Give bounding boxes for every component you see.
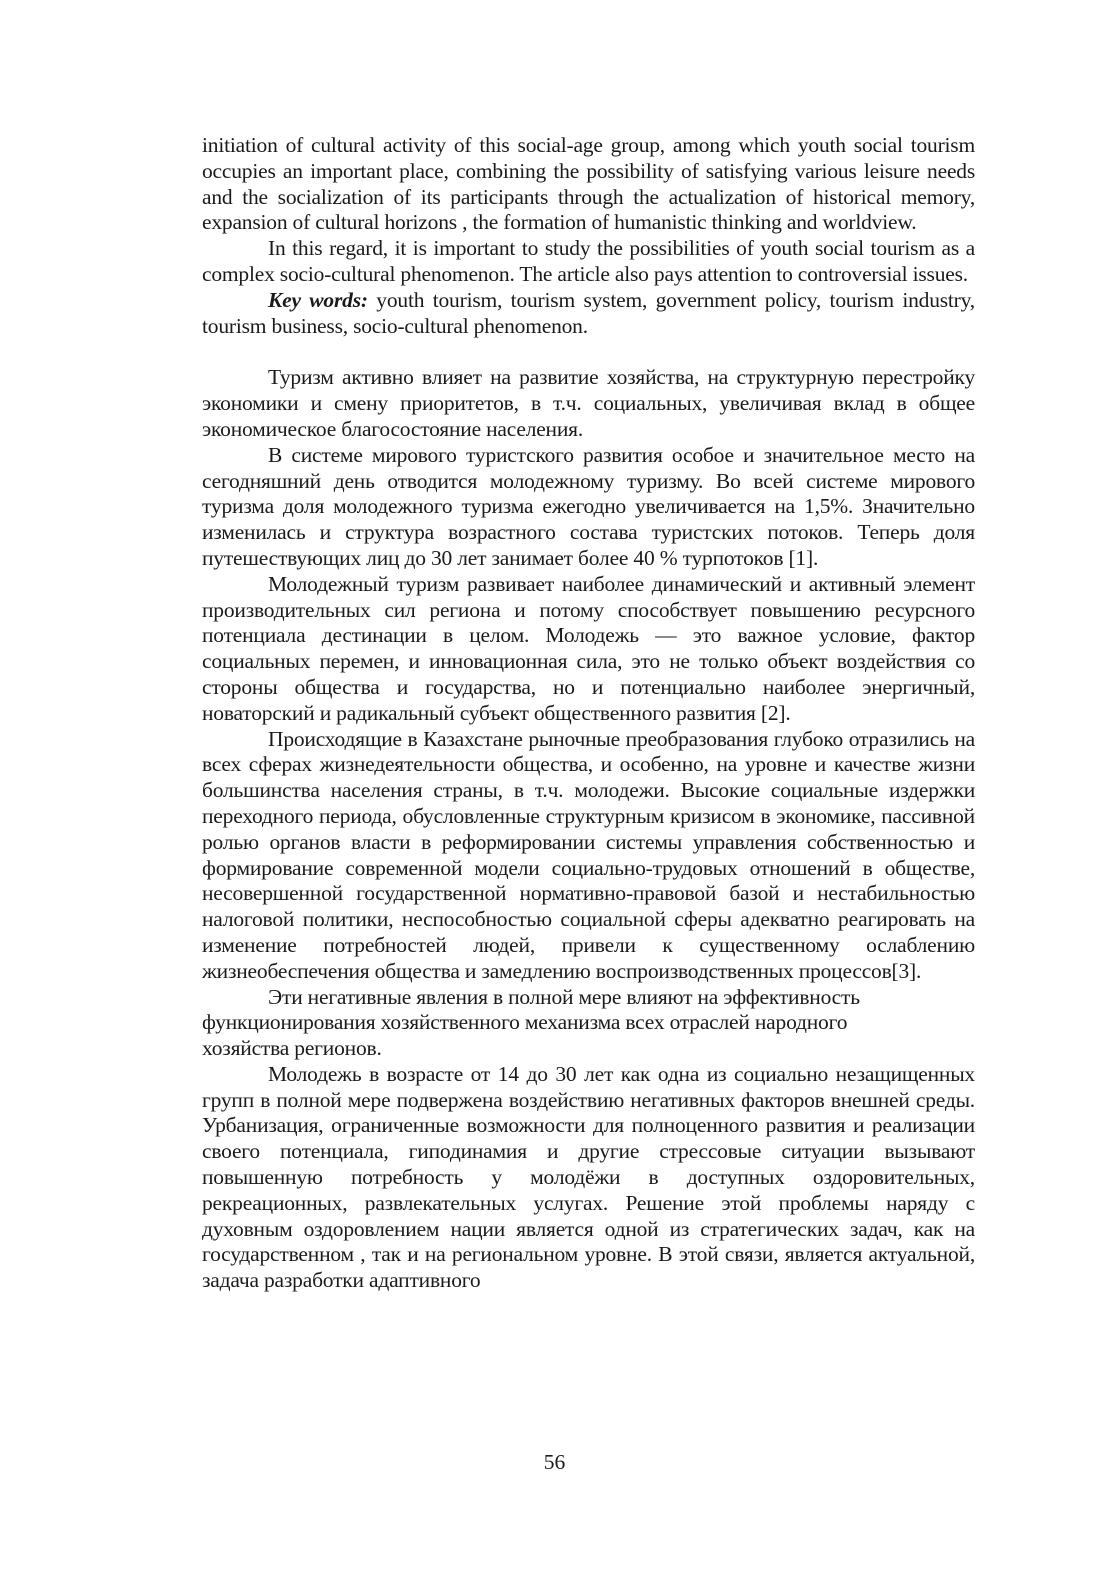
keywords-label: Key words: <box>268 287 368 312</box>
body-paragraph-1: Туризм активно влияет на развитие хозяйства, на структурную перестройку экономики и смену приоритетов, в т.ч. социальных, увеличивая вклад в общее экономическое благосостояние населения. <box>202 365 975 441</box>
keywords-paragraph <box>202 288 975 340</box>
keywords-text: youth tourism, tourism system, government policy, tourism industry, tourism business, socio-cultural phenomenon. <box>202 287 975 338</box>
body-paragraph-2: В системе мирового туристского развития особое и значительное место на сегодняшний день отводится молодежному туризму. Во всей системе мирового туризма доля молодежного туризма ежегодно увеличивается на 1,5%. Значительно изменилась и структура возрастного состава туристских потоков. Теперь доля путешествующих лиц до 30 лет занимает более 40 % турпотоков [1]. <box>202 442 975 570</box>
abstract-paragraph-regard: In this regard, it is important to study the possibilities of youth social tourism as a complex socio-cultural phenomenon. The article also pays attention to controversial issues. <box>202 236 975 286</box>
page-body <box>202 133 975 1294</box>
body-paragraph-4: Происходящие в Казахстане рыночные преобразования глубоко отразились на всех сферах жизнедеятельности общества, и особенно, на уровне и качестве жизни большинства населения страны, в т.ч. молодежи. Высокие социальные издержки переходного периода, обусловленные структурным кризисом в экономике, пассивной ролью органов власти в реформировании системы управления собственностью и формирование современной модели социально-трудовых отношений в обществе, несовершенной государственной нормативно-правовой базой и нестабильностью налоговой политики, неспособностью социальной сферы адекватно реагировать на изменение потребностей людей, привели к существенному ослаблению жизнеобеспечения общества и замедлению воспроизводственных процессов[3]. <box>202 726 975 983</box>
body-paragraph-5: Эти негативные явления в полной мере влияют на эффективность функционирования хозяйственного механизма всех отраслей народного хозяйства регионов. <box>202 984 860 1061</box>
page-number: 56 <box>543 1450 566 1474</box>
body-paragraph-6: Молодежь в возрасте от 14 до 30 лет как одна из социально незащищенных групп в полной мере подвержена воздействию негативных факторов внешней среды. Урбанизация, ограниченные возможности для полноценного развития и реализации своего потенциала, гиподинамия и другие стрессовые ситуации вызывают повышенную потребность у молодёжи в доступных оздоровительных, рекреационных, развлекательных услугах. Решение этой проблемы наряду с духовным оздоровлением нации является одной из стратегических задач, как на государственном , так и на региональном уровне. В этой связи, является актуальной, задача разработки адаптивного <box>202 1061 975 1293</box>
body-paragraph-3: Молодежный туризм развивает наиболее динамический и активный элемент производительных сил региона и потому способствует повышению ресурсного потенциала дестинации в целом. Молодежь — это важное условие, фактор социальных перемен, и инновационная сила, это не только объект воздействия со стороны общества и государства, но и потенциально наиболее энергичный, новаторский и радикальный субъект общественного развития [2]. <box>202 571 975 725</box>
abstract-paragraph-continuation: initiation of cultural activity of this social-age group, among which youth social tourism occupies an important place, combining the possibility of satisfying various leisure needs and the socialization of its participants through the actualization of historical memory, expansion of cultural horizons , the formation of humanistic thinking and worldview. <box>202 133 975 235</box>
